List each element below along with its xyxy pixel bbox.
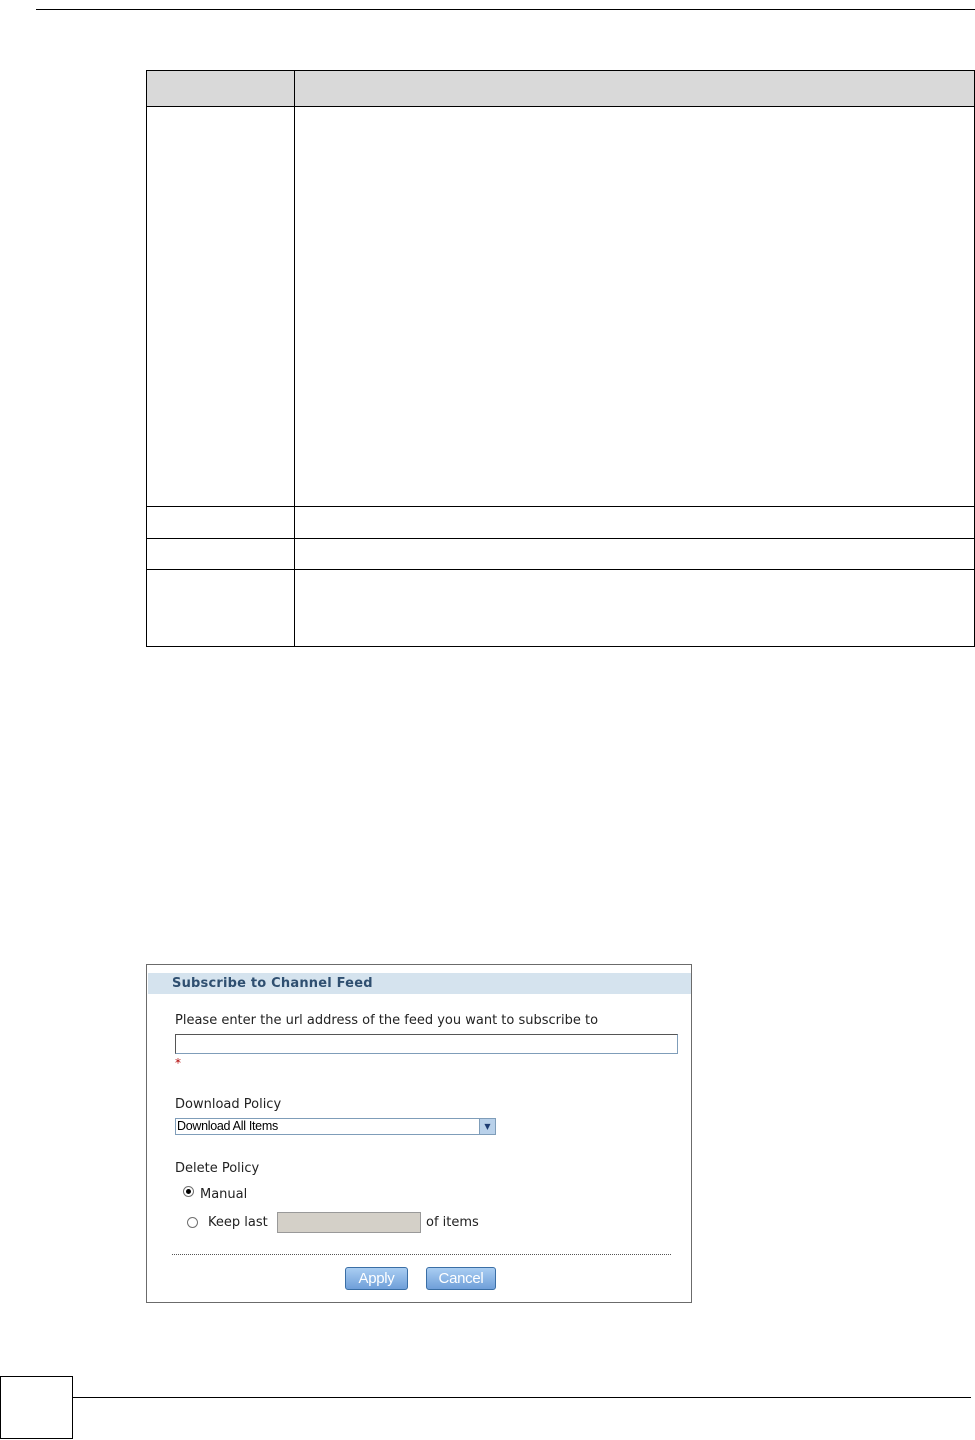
radio-manual-label: Manual — [200, 1187, 248, 1202]
subscribe-channel-feed-dialog — [146, 964, 692, 1303]
url-prompt-label: Please enter the url address of the feed you want to subscribe to — [175, 1013, 599, 1028]
table-cell-description — [295, 507, 975, 539]
radio-keep-last[interactable] — [187, 1217, 198, 1228]
dialog-title-bar — [148, 973, 691, 994]
required-mark: * — [175, 1056, 181, 1070]
table-cell-label — [147, 107, 295, 507]
feed-url-input[interactable] — [175, 1034, 678, 1054]
download-policy-select[interactable] — [175, 1118, 496, 1135]
table-cell-description — [295, 107, 975, 507]
page-number-box — [0, 1376, 73, 1439]
description-table — [146, 70, 975, 647]
table-header-cell-label — [147, 71, 295, 107]
dialog-divider — [172, 1254, 671, 1255]
table-cell-label — [147, 539, 295, 570]
table-row — [147, 570, 975, 647]
keep-last-count-input[interactable] — [277, 1212, 421, 1233]
page-header-rule — [36, 9, 975, 10]
of-items-label: of items — [426, 1215, 479, 1230]
delete-policy-label: Delete Policy — [175, 1161, 260, 1176]
table-row — [147, 107, 975, 507]
download-policy-value: Download All Items — [177, 1119, 278, 1133]
table-row — [147, 539, 975, 570]
table-header-cell-description — [295, 71, 975, 107]
page-footer-rule — [73, 1397, 971, 1398]
table-cell-label — [147, 507, 295, 539]
apply-button[interactable]: Apply — [345, 1267, 408, 1290]
table-cell-description — [295, 539, 975, 570]
dialog-title: Subscribe to Channel Feed — [172, 976, 373, 991]
table-cell-description — [295, 570, 975, 647]
radio-manual[interactable] — [183, 1186, 194, 1197]
table-header-row — [147, 71, 975, 107]
table-cell-label — [147, 570, 295, 647]
radio-keep-last-label: Keep last — [208, 1215, 268, 1230]
download-policy-label: Download Policy — [175, 1097, 282, 1112]
chevron-down-icon[interactable]: ▼ — [479, 1119, 495, 1134]
cancel-button[interactable]: Cancel — [426, 1267, 496, 1290]
table-row — [147, 507, 975, 539]
